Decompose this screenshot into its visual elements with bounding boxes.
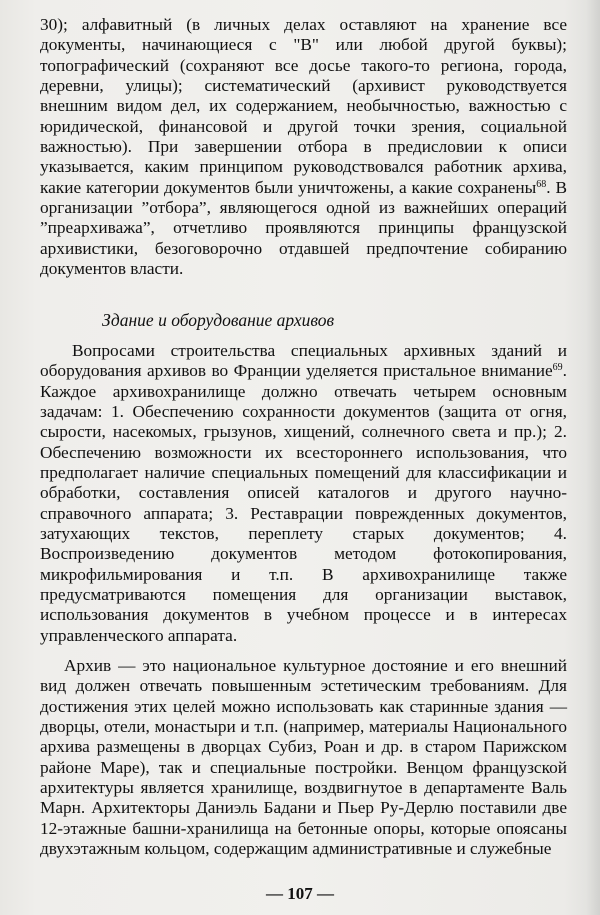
paragraph-1 [40,15,567,279]
section-heading: Здание и оборудование архивов [102,310,335,330]
paragraph-3 [40,656,567,859]
footnote-ref-68: 68 [536,178,547,190]
paragraph-2-text-continued: . Каждое архивохранилище должно отвечать четырем основным задачам: 1. Обеспечению сохранности документов (защита от огня, сырости, насекомых, грызунов, хищений, солнечного света и пр.); 2. Обеспечению возможности их всестороннего использования, что предполагает наличие специальных помещений для классификации и обработки, составления описей каталогов и другого научно-справочного аппарата; 3. Реставрации поврежденных документов, затухающих текстов, переплету старых документов; 4. Воспроизведению документов методом фотокопирования, микрофильмирования и т.п. В архивохранилище также предусматриваются помещения для организации выставок, использования документов в учебном процессе и в интересах управленческого аппарата. [40,361,567,645]
paragraph-1-text: 30); алфавитный (в личных делах оставляют на хранение все документы, начинающиеся с "В" или любой другой буквы); топографический (сохраняют все досье такого-то региона, города, деревни, улицы); систематический (архивист руководствуется внешним видом дел, их содержанием, необычностью, важностью с юридической, финансовой и другой точки зрения, социальной важностью). При завершении отбора в предисловии к описи указывается, каким принципом руководствовался работник архива, какие категории документов были уничтожены, а какие сохранены [40,15,567,197]
paragraph-3-text: Архив — это национальное культурное достояние и его внешний вид должен отвечать повышенным эстетическим требованиям. Для достижения этих целей можно использовать как старинные здания — дворцы, отели, монастыри и т.п. (например, материалы Национального архива размещены в дворцах Субиз, Роан и др. в старом Парижском районе Маре), так и специальные постройки. Венцом французской архитектуры является хранилище, воздвигнутое в департаменте Валь Марн. Архитекторы Даниэль Бадани и Пьер Ру-Дерлю поставили две 12-этажные башни-хранилища на бетонные опоры, которые опоясаны двухэтажным кольцом, содержащим административные и служебные [40,656,567,859]
paragraph-1-text-continued: . В организации ”отбора”, являющегося одной из важнейших операций ”преархиважа”, отчетливо проявляются принципы французской архивистики, безоговорочно отдавшей предпочтение собиранию документов власти. [40,177,567,279]
page-edge-shadow [586,0,600,915]
footnote-ref-69: 69 [552,362,563,374]
paragraph-2 [40,341,567,646]
page-number: — 107 — [266,884,334,903]
paragraph-2-text: Вопросами строительства специальных архивных зданий и оборудования архивов во Франции уделяется пристальное внимание [40,341,567,381]
